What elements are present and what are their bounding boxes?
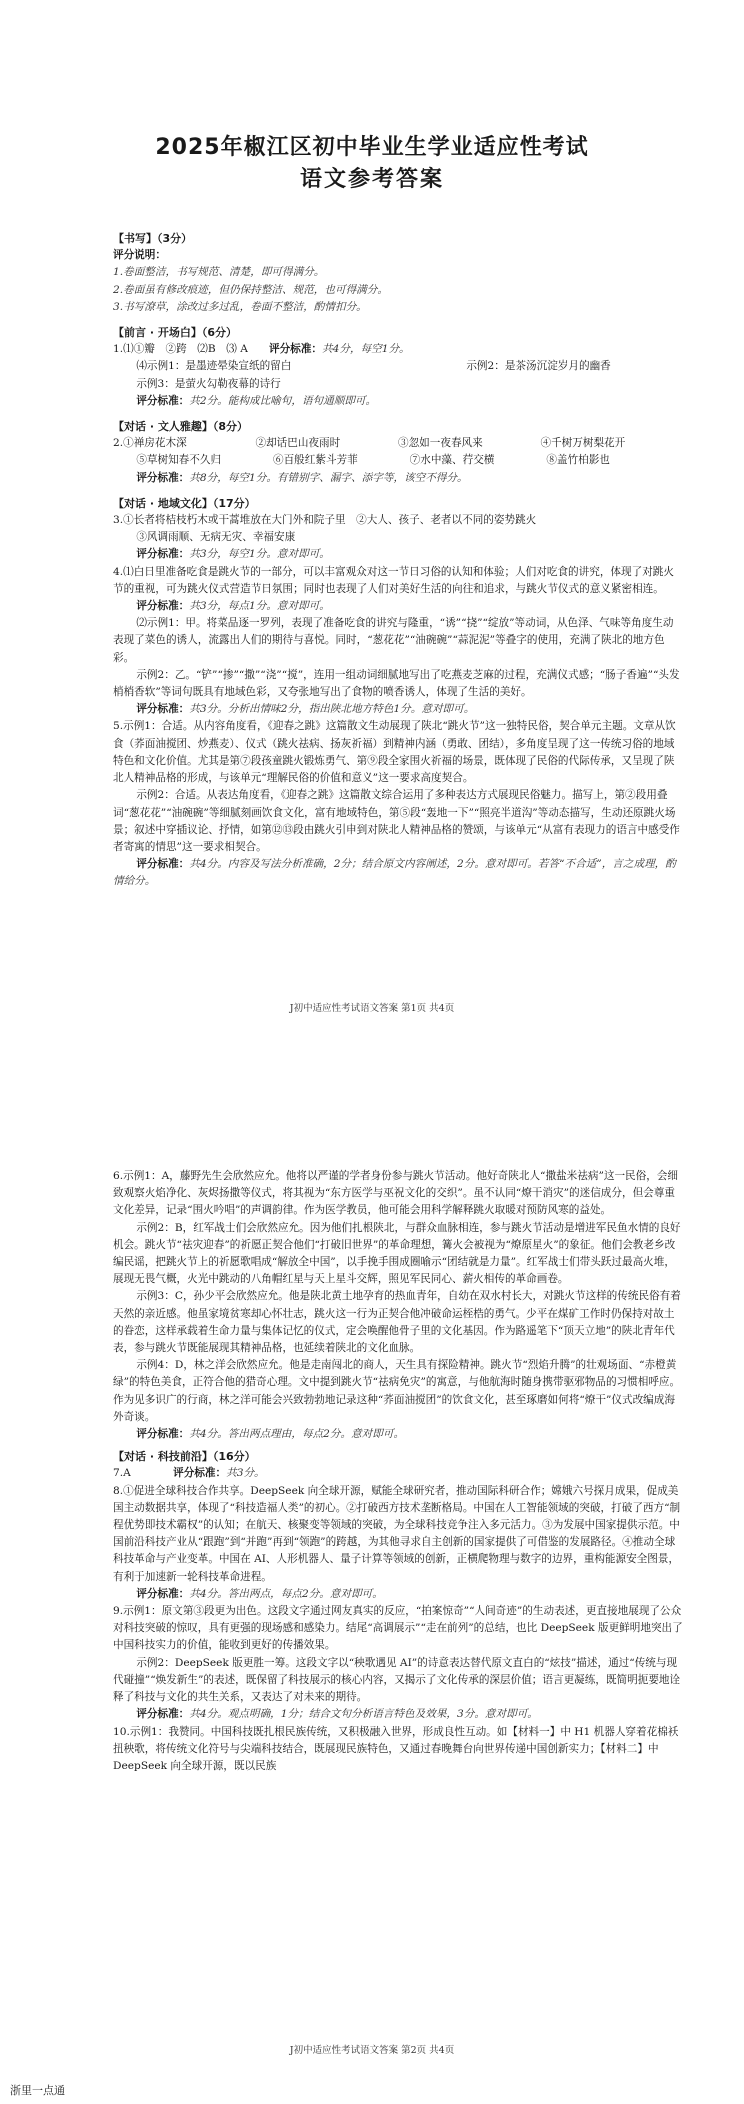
writing-rule-2: 2.卷面虽有修改痕迹，但仍保持整洁、规范，也可得满分。 — [113, 283, 388, 296]
page2-footer: J初中适应性考试语文答案 第2页 共4页 — [289, 2045, 455, 2056]
app-brand-label: 浙里一点通 — [10, 2084, 65, 2097]
q10-example-1: 10.示例1：我赞同。中国科技既扎根民族传统，又积极融入世界，形成良性互动。如【材料一】中 H1 机器人穿着花棉袄扭秧歌，将传统文化符号与尖端科技结合，既展现民族特色，又通过春晚舞台向世界传递中国创新实力；【材料二】中 DeepSeek 向全球开源，既以民族 — [113, 1725, 679, 1772]
section-literati-heading: 【对话 · 文人雅趣】（8分） — [113, 420, 248, 434]
page1-footer: J初中适应性考试语文答案 第1页 共4页 — [289, 1003, 455, 1014]
writing-rule-1: 1.卷面整洁，书写规范、清楚，即可得满分。 — [113, 266, 325, 279]
q6-score: 评分标准：共4分。答出两点理由，每点2分。意对即可。 — [136, 1428, 405, 1441]
q4-part-1-score: 评分标准：共3分，每点1分。意对即可。 — [136, 600, 330, 613]
section-preface-heading: 【前言 · 开场白】（6分） — [113, 326, 237, 340]
q6-example-2: 示例2：B，红军战士们会欣然应允。因为他们扎根陕北，与群众血脉相连，参与跳火节活动是增进军民鱼水情的良好机会。跳火节“祛灾迎春”的祈愿正契合他们“打破旧世界”的革命理想，篝火会被视为“燎原星火”的象征。他们会教老乡改编民谣，把跳火节上的祈愿歌唱成“解放全中国”，以手挽手围成圈喻示“团结就是力量”。红军战士们带头跃过最高火堆，展现无畏气概，火光中跳动的八角帽红星与天上星斗交辉，照见军民同心、薪火相传的革命画卷。 — [113, 1221, 681, 1286]
q3-answer-line-1: 3.①长者将桔枝朽木或干蒿堆放在大门外和院子里 ②大人、孩子、老者以不同的姿势跳火 — [113, 514, 537, 527]
page1-content — [113, 225, 683, 891]
q3-score: 评分标准：共3分，每空1分。意对即可。 — [136, 548, 330, 561]
q1-answer: 1.⑴①瓣 ②跨 ⑵B ⑶ A 评分标准：共4分，每空1分。 — [113, 343, 410, 356]
exam-title: 2025年椒江区初中毕业生学业适应性考试 — [155, 135, 589, 160]
q7-answer: 7.A 评分标准：共3分。 — [113, 1467, 265, 1480]
q4-part-1: 4.⑴白日里准备吃食是跳火节的一部分，可以丰富观众对这一节日习俗的认知和体验；人们对吃食的讲究，体现了对跳火节的重视，可为跳火仪式营造节日氛围；同时也表现了人们对美好生活的向往和追求，与跳火节仪式的意义紧密相连。 — [113, 565, 674, 595]
writing-score-label: 评分说明： — [113, 249, 166, 262]
q5-example-2: 示例2：合适。从表达角度看，《迎春之跳》这篇散文综合运用了多种表达方式展现民俗魅力。描写上，第②段用叠词“葱花花”“油碗碗”等细腻刻画饮食文化，富有地域特色，第⑤段“轰地一下”“照亮半道沟”等动态描写，生动还原跳火场景；叙述中穿插议论、抒情，如第⑫⑬段由跳火引申到对陕北人精神品格的赞颂，与该单元“从富有表现力的语言中感受作者寄寓的情思”这一要求相契合。 — [113, 789, 680, 853]
q3-answer-line-2: ③风调雨顺、无病无灾、幸福安康 — [136, 531, 296, 544]
answer-page-2 — [0, 1050, 744, 2104]
writing-rule-3: 3.书写潦草，涂改过多过乱，卷面不整洁，酌情扣分。 — [113, 300, 367, 313]
q9-score: 评分标准：共4分。观点明确，1分；结合文句分析语言特色及效果，3分。意对即可。 — [136, 1708, 538, 1721]
q2-answers-row-1: 2.①禅房花木深 ②却话巴山夜雨时 ③忽如一夜春风来 ④千树万树梨花开 — [113, 437, 626, 450]
writing-heading: 【书写】（3分） — [113, 232, 193, 245]
q6-example-1: 6.示例1：A，藤野先生会欣然应允。他将以严谨的学者身份参与跳火节活动。他好奇陕北人“撒盐米祛病”这一民俗，会细致观察火焰净化、灰烬扬撒等仪式，将其视为“东方医学与巫祝文化的交织”。虽不认同“燎干消灾”的迷信成分，但会尊重文化差异，记录“围火吟唱”的声调韵律。作为医学教员，他可能会用科学解释跳火取暖对预防风寒的益处。 — [113, 1170, 679, 1217]
answer-subtitle: 语文参考答案 — [299, 167, 444, 192]
q5-example-1: 5.示例1：合适。从内容角度看，《迎春之跳》这篇散文生动展现了陕北“跳火节”这一独特民俗，契合单元主题。文章从饮食（荞面油搅团、炒燕麦）、仪式（跳火祛病、扬灰祈福）到精神内涵（勇敢、团结），多角度呈现了这一传统习俗的地域特色和文化价值。尤其是第⑦段孩童跳火锻炼勇气、第⑨段全家围火祈福的场景，既体现了民俗的代际传承，又呈现了陕北人精神品格的形成，与该单元“理解民俗的价值和意义”这一要求高度契合。 — [113, 720, 676, 785]
q2-score: 评分标准：共8分，每空1分。有错别字、漏字、添字等，该空不得分。 — [136, 471, 468, 484]
q6-example-3: 示例3：C，孙少平会欣然应允。他是陕北黄土地孕育的热血青年，自幼在双水村长大，对跳火节这样的传统民俗有着天然的亲近感。他虽家境贫寒却心怀壮志，跳火这一行为正契合他冲破命运桎梏的勇气。少平在煤矿工作时仍保持对故土的眷恋，这样承载着生命力量与集体记忆的仪式，定会唤醒他骨子里的文化基因。作为路遥笔下“顶天立地”的陕北青年代表，参与跳火节既能展现其精神品格，也延续着陕北的文化血脉。 — [113, 1290, 681, 1355]
q1-examples: ⑷示例1：是墨迹晕染宣纸的留白 示例2：是茶汤沉淀岁月的幽香 — [136, 360, 611, 373]
q4-part-2-example-2: 示例2：乙。“铲”“掺”“撒”“浇”“搅”，连用一组动词细腻地写出了吃燕麦芝麻的过程，充满仪式感；“肠子香遍”“头发梢梢香软”等词句既具有地域色彩，又夸张地写出了食物的喷香诱人，体现了生活的美好。 — [113, 668, 680, 699]
section-regional-culture-heading: 【对话 · 地域文化】（17分） — [113, 496, 256, 510]
answer-page-1 — [0, 0, 744, 1050]
q9-example-1: 9.示例1：原文第③段更为出色。这段文字通过网友真实的反应，“拍案惊奇”“人间奇迹”的生动表述，更直接地展现了公众对科技突破的惊叹，具有更强的现场感和感染力。结尾“高调展示”“走在前列”的总结，也比 DeepSeek 版更鲜明地突出了中国科技实力的价值，能收到更好的传播效果。 — [113, 1605, 683, 1652]
page2-content — [113, 1168, 683, 1775]
section-tech-heading: 【对话 · 科技前沿】（16分） — [113, 1450, 256, 1464]
q9-example-2: 示例2：DeepSeek 版更胜一筹。这段文字以“秧歌遇见 AI”的诗意表达替代原文直白的“炫技”描述，通过“传统与现代碰撞”“焕发新生”的表述，既保留了科技展示的核心内容，又揭示了文化传承的深层价值；语言更凝练，既简明扼要地诠释了科技与文化的共生关系，又表达了对未来的期待。 — [113, 1656, 681, 1704]
q5-score: 评分标准：共4分。内容及写法分析准确，2分；结合原文内容阐述，2分。意对即可。若答“不合适”，言之成理，酌情给分。 — [113, 858, 676, 888]
q4-part-2-example-1: ⑵示例1：甲。将菜品逐一罗列，表现了准备吃食的讲究与隆重，“诱”“挠”“绽放”等动词，从色泽、气味等角度生动表现了菜色的诱人，流露出人们的期待与喜悦。同时，“葱花花”“油碗碗”“蒜泥泥”等叠字的使用，充满了陕北的地方色彩。 — [113, 617, 674, 664]
q4-part-2-score: 评分标准：共3分。分析出情味2分，指出陕北地方特色1分。意对即可。 — [136, 703, 475, 716]
q1-example-3: 示例3：是萤火勾勒夜幕的诗行 — [136, 377, 281, 390]
q6-example-4: 示例4：D，林之洋会欣然应允。他是走南闯北的商人，天生具有探险精神。跳火节“烈焰升腾”的壮观场面、“赤橙黄绿”的特色美食，正符合他的猎奇心理。文中提到跳火节“祛病免灾”的寓意，与他航海时随身携带驱邪物品的习惯相呼应。作为见多识广的行商，林之洋可能会兴致勃勃地记录这种“荞面油搅团”的饮食文化，甚至琢磨如何将“燎干”仪式改编成海外奇谈。 — [113, 1359, 681, 1423]
q2-answers-row-2: ⑤草树知春不久归 ⑥百般红紫斗芳菲 ⑦水中藻、荇交横 ⑧盖竹柏影也 — [136, 454, 610, 467]
q1-score-2: 评分标准：共2分。能构成比喻句，语句通顺即可。 — [136, 394, 377, 407]
q8-answer: 8.①促进全球科技合作共享。DeepSeek 向全球开源，赋能全球研究者，推动国际科研合作；嫦娥六号探月成果，促成美国主动数据共享，体现了“科技造福人类”的初心。②打破西方技术垄断格局。中国在人工智能领域的突破，打破了西方“制程优势即技术霸权”的认知；在航天、核聚变等领域的突破，为全球科技竞争注入多元活力。③为发展中国家提供示范。中国前沿科技产业从“跟跑”到“并跑”再到“领跑”的跨越，为其他寻求自主创新的国家提供了可借鉴的发展路径。④推动全球科技革命与产业变革。中国在 AI、人形机器人、量子计算等领域的创新，正横爬物理与数字的边界，重构能源安全图景，有利于加速新一轮科技革命进程。 — [113, 1484, 681, 1583]
q8-score: 评分标准：共4分。答出两点，每点2分。意对即可。 — [136, 1587, 383, 1600]
